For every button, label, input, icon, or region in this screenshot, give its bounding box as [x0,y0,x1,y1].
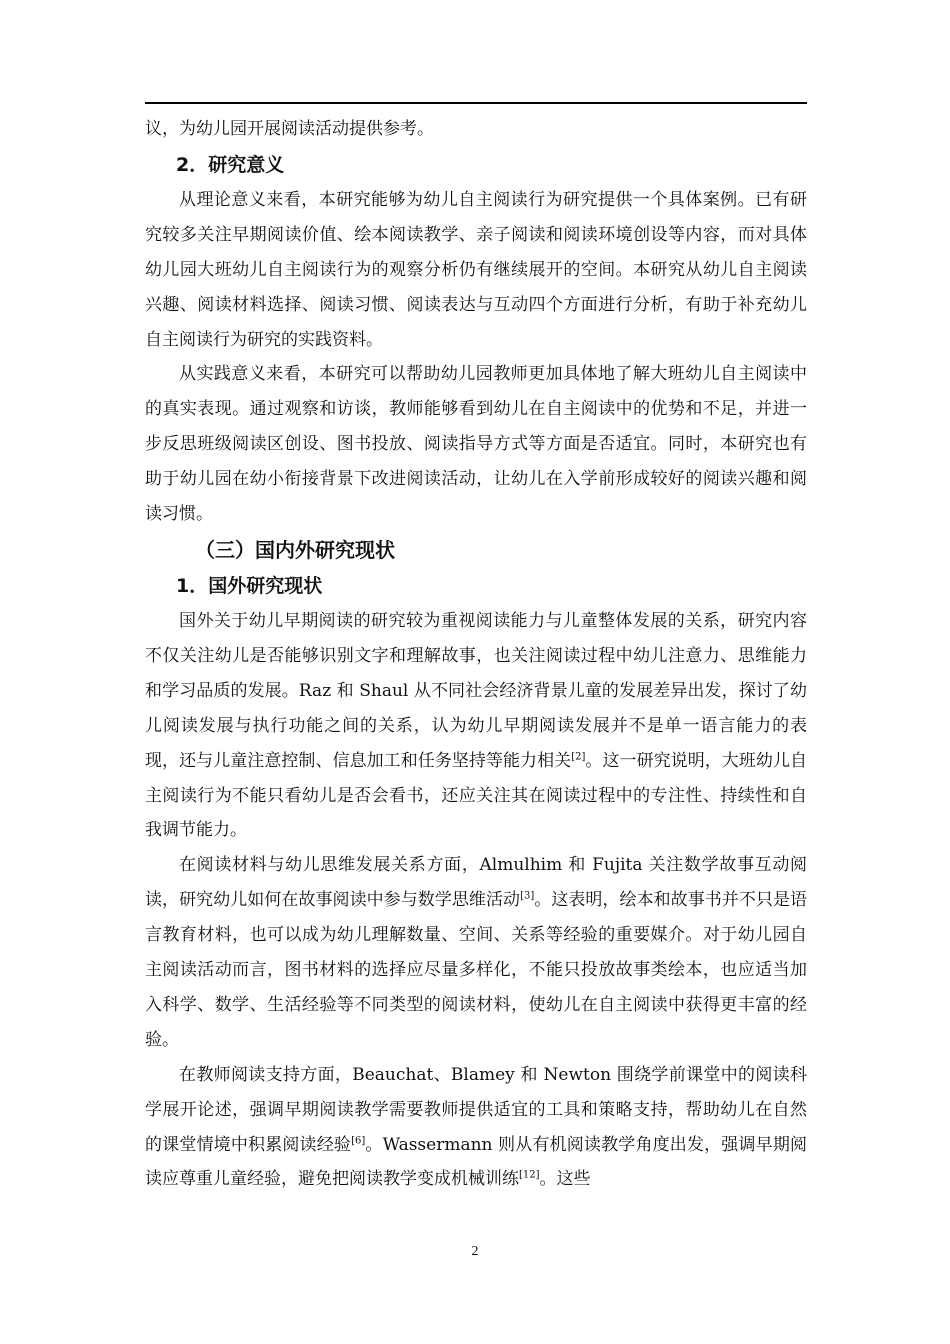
heading-research-status: （三）国内外研究现状 [195,537,395,562]
paragraph-foreign-3 [145,1058,807,1198]
heading-research-significance: 2．研究意义 [176,153,285,176]
citation: [6] [351,1134,366,1146]
document-body [145,112,807,1197]
paragraph-foreign-2 [145,848,807,1057]
paragraph-text: 在教师阅读支持方面，Beauchat、Blamey 和 Newton 围绕学前课堂中的阅读科学展开论述，强调早期阅读教学需要教师提供适宜的工具和策略支持，帮助幼儿在自然的课堂情境中积累阅读经验 [145,1064,807,1155]
paragraph-text: 国外关于幼儿早期阅读的研究较为重视阅读能力与儿童整体发展的关系，研究内容不仅关注幼儿是否能够识别文字和理解故事，也关注阅读过程中幼儿注意力、思维能力和学习品质的发展。Raz 和 Shaul 从不同社会经济背景儿童的发展差异出发，探讨了幼儿阅读发展与执行功能之间的关系，认为幼儿早期阅读发展并不是单一语言能力的表现，还与儿童注意控制、信息加工和任务坚持等能力相关 [145,610,807,771]
header-rule [145,102,807,104]
paragraph-text: 。这表明，绘本和故事书并不只是语言教育材料，也可以成为幼儿理解数量、空间、关系等经验的重要媒介。对于幼儿园自主阅读活动而言，图书材料的选择应尽量多样化，不能只投放故事类绘本，也应适当加入科学、数学、生活经验等不同类型的阅读材料，使幼儿在自主阅读中获得更丰富的经验。 [145,890,808,1050]
paragraph-practical-significance: 从实践意义来看，本研究可以帮助幼儿园教师更加具体地了解大班幼儿自主阅读中的真实表现。通过观察和访谈，教师能够看到幼儿在自主阅读中的优势和不足，并进一步反思班级阅读区创设、图书投放、阅读指导方式等方面是否适宜。同时，本研究也有助于幼儿园在幼小衔接背景下改进阅读活动，让幼儿在入学前形成较好的阅读兴趣和阅读习惯。 [145,364,807,525]
heading-foreign-research: 1．国外研究现状 [176,574,323,597]
citation: [12] [519,1169,540,1181]
paragraph-theoretical-significance: 从理论意义来看，本研究能够为幼儿自主阅读行为研究提供一个具体案例。已有研究较多关注早期阅读价值、绘本阅读教学、亲子阅读和阅读环境创设等内容，而对具体幼儿园大班幼儿自主阅读行为的观察分析仍有继续展开的空间。本研究从幼儿自主阅读兴趣、阅读材料选择、阅读习惯、阅读表达与互动四个方面进行分析，有助于补充幼儿自主阅读行为研究的实践资料。 [145,189,807,350]
paragraph-text: 在阅读材料与幼儿思维发展关系方面，Almulhim 和 Fujita 关注数学故事互动阅读，研究幼儿如何在故事阅读中参与数学思维活动 [145,855,807,911]
page-number: 2 [471,1244,479,1259]
citation: [3] [520,890,535,902]
paragraph-text: 。这一研究说明，大班幼儿自主阅读行为不能只看幼儿是否会看书，还应关注其在阅读过程中的专注性、持续性和自我调节能力。 [145,750,808,841]
citation: [2] [571,750,586,762]
paragraph-text: 。Wassermann 则从有机阅读教学角度出发，强调早期阅读应尊重儿童经验，避免把阅读教学变成机械训练 [145,1134,807,1190]
continuation-text: 议，为幼儿园开展阅读活动提供参考。 [145,119,434,139]
paragraph-text: 。这些 [539,1169,591,1190]
paragraph-foreign-1 [145,604,807,848]
